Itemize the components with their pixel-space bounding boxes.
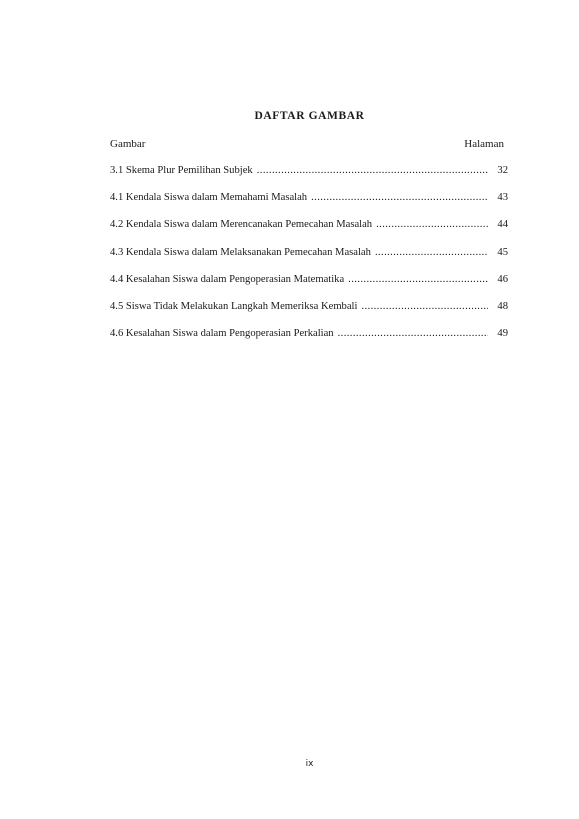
entry-label: 4.2 Kendala Siswa dalam Merencanakan Pemecahan Masalah	[110, 219, 373, 231]
entry-page: 49	[497, 328, 508, 340]
list-item[interactable]	[110, 246, 508, 273]
dot-leader	[376, 218, 488, 231]
column-header-gambar: Gambar	[110, 138, 146, 150]
entry-label: 4.1 Kendala Siswa dalam Memahami Masalah	[110, 192, 308, 204]
list-item[interactable]	[110, 164, 508, 191]
list-item[interactable]	[110, 327, 508, 354]
entry-page: 32	[497, 165, 508, 176]
list-item[interactable]	[110, 218, 508, 245]
entry-page: 43	[497, 192, 508, 204]
page-title: DAFTAR GAMBAR	[254, 110, 365, 122]
entry-page: 45	[497, 246, 508, 258]
column-header-halaman: Halaman	[464, 138, 504, 150]
dot-leader	[257, 164, 488, 177]
list-item[interactable]	[110, 273, 508, 300]
entry-page: 46	[497, 273, 508, 285]
entry-label: 4.4 Kesalahan Siswa dalam Pengoperasian Matematika	[110, 273, 345, 285]
entry-label: 4.6 Kesalahan Siswa dalam Pengoperasian Perkalian	[110, 328, 334, 340]
entry-label: 3.1 Skema Plur Pemilihan Subjek	[110, 165, 253, 176]
entry-page: 44	[497, 219, 508, 231]
entry-label: 4.3 Kendala Siswa dalam Melaksanakan Pemecahan Masalah	[110, 246, 371, 258]
figure-list	[110, 164, 508, 354]
entry-page: 48	[497, 300, 508, 312]
page-number: ix	[305, 759, 314, 769]
dot-leader	[348, 273, 488, 286]
entry-label: 4.5 Siswa Tidak Melakukan Langkah Memeriksa Kembali	[110, 300, 358, 312]
dot-leader	[311, 191, 488, 204]
column-header	[110, 138, 504, 150]
dot-leader	[375, 246, 488, 259]
list-item[interactable]	[110, 300, 508, 327]
dot-leader	[361, 300, 488, 313]
dot-leader	[338, 327, 488, 340]
list-item[interactable]	[110, 191, 508, 218]
